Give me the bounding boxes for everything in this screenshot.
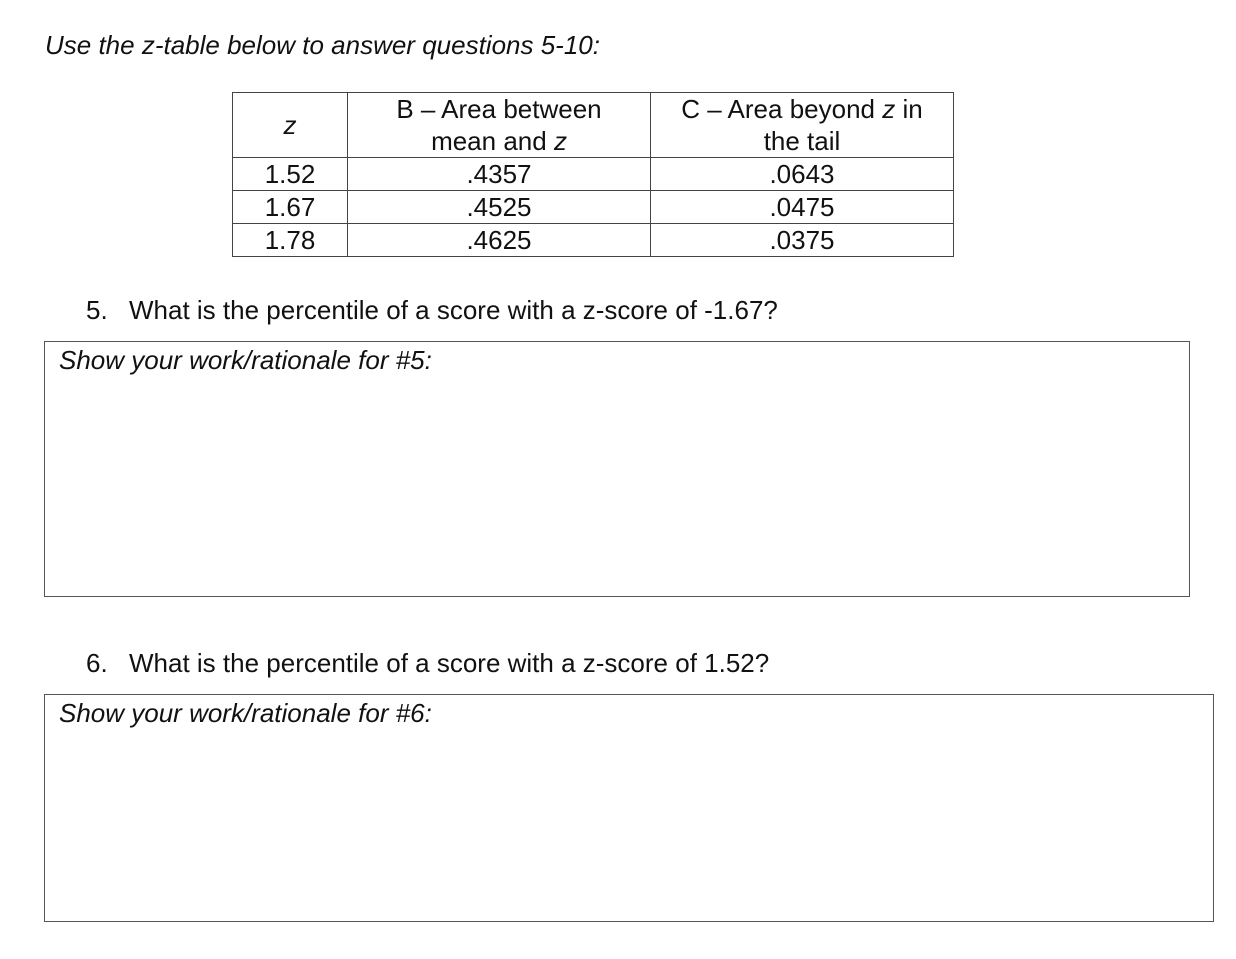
table-row xyxy=(233,158,954,191)
cell-area-beyond: .0375 xyxy=(651,224,954,257)
cell-z: 1.67 xyxy=(233,191,348,224)
question-6-number: 6. xyxy=(86,648,108,678)
work-box-6-prompt: Show your work/rationale for #6: xyxy=(59,698,432,728)
z-table xyxy=(232,92,954,257)
question-6-text: What is the percentile of a score with a z-score of 1.52? xyxy=(129,648,770,678)
instructions-text: Use the z-table below to answer questions 5-10: xyxy=(45,30,600,60)
question-6 xyxy=(86,647,769,679)
question-5-text: What is the percentile of a score with a z-score of -1.67? xyxy=(129,295,778,325)
header-z: z xyxy=(233,93,348,158)
table-row xyxy=(233,224,954,257)
cell-area-between: .4525 xyxy=(348,191,651,224)
cell-area-beyond: .0643 xyxy=(651,158,954,191)
work-box-5-prompt: Show your work/rationale for #5: xyxy=(59,345,432,375)
header-c-line1-suffix: in xyxy=(895,94,923,124)
work-box-6[interactable] xyxy=(44,694,1214,922)
table-row xyxy=(233,191,954,224)
work-area-5[interactable] xyxy=(45,380,1189,596)
cell-z: 1.78 xyxy=(233,224,348,257)
header-area-between xyxy=(348,93,651,158)
cell-area-between: .4625 xyxy=(348,224,651,257)
question-5 xyxy=(86,294,778,326)
header-b-line2-z: z xyxy=(553,126,567,156)
header-c-line1-z: z xyxy=(882,94,896,124)
header-b-line2-prefix: mean and xyxy=(431,126,554,156)
header-b-line1: B – Area between xyxy=(396,94,602,124)
cell-area-beyond: .0475 xyxy=(651,191,954,224)
header-c-line1-prefix: C – Area beyond xyxy=(681,94,883,124)
work-area-6[interactable] xyxy=(45,733,1213,921)
question-5-number: 5. xyxy=(86,295,108,325)
header-area-beyond xyxy=(651,93,954,158)
cell-z: 1.52 xyxy=(233,158,348,191)
cell-area-between: .4357 xyxy=(348,158,651,191)
header-c-line2: the tail xyxy=(763,126,841,156)
z-table-header-row xyxy=(233,93,954,158)
work-box-5[interactable] xyxy=(44,341,1190,597)
